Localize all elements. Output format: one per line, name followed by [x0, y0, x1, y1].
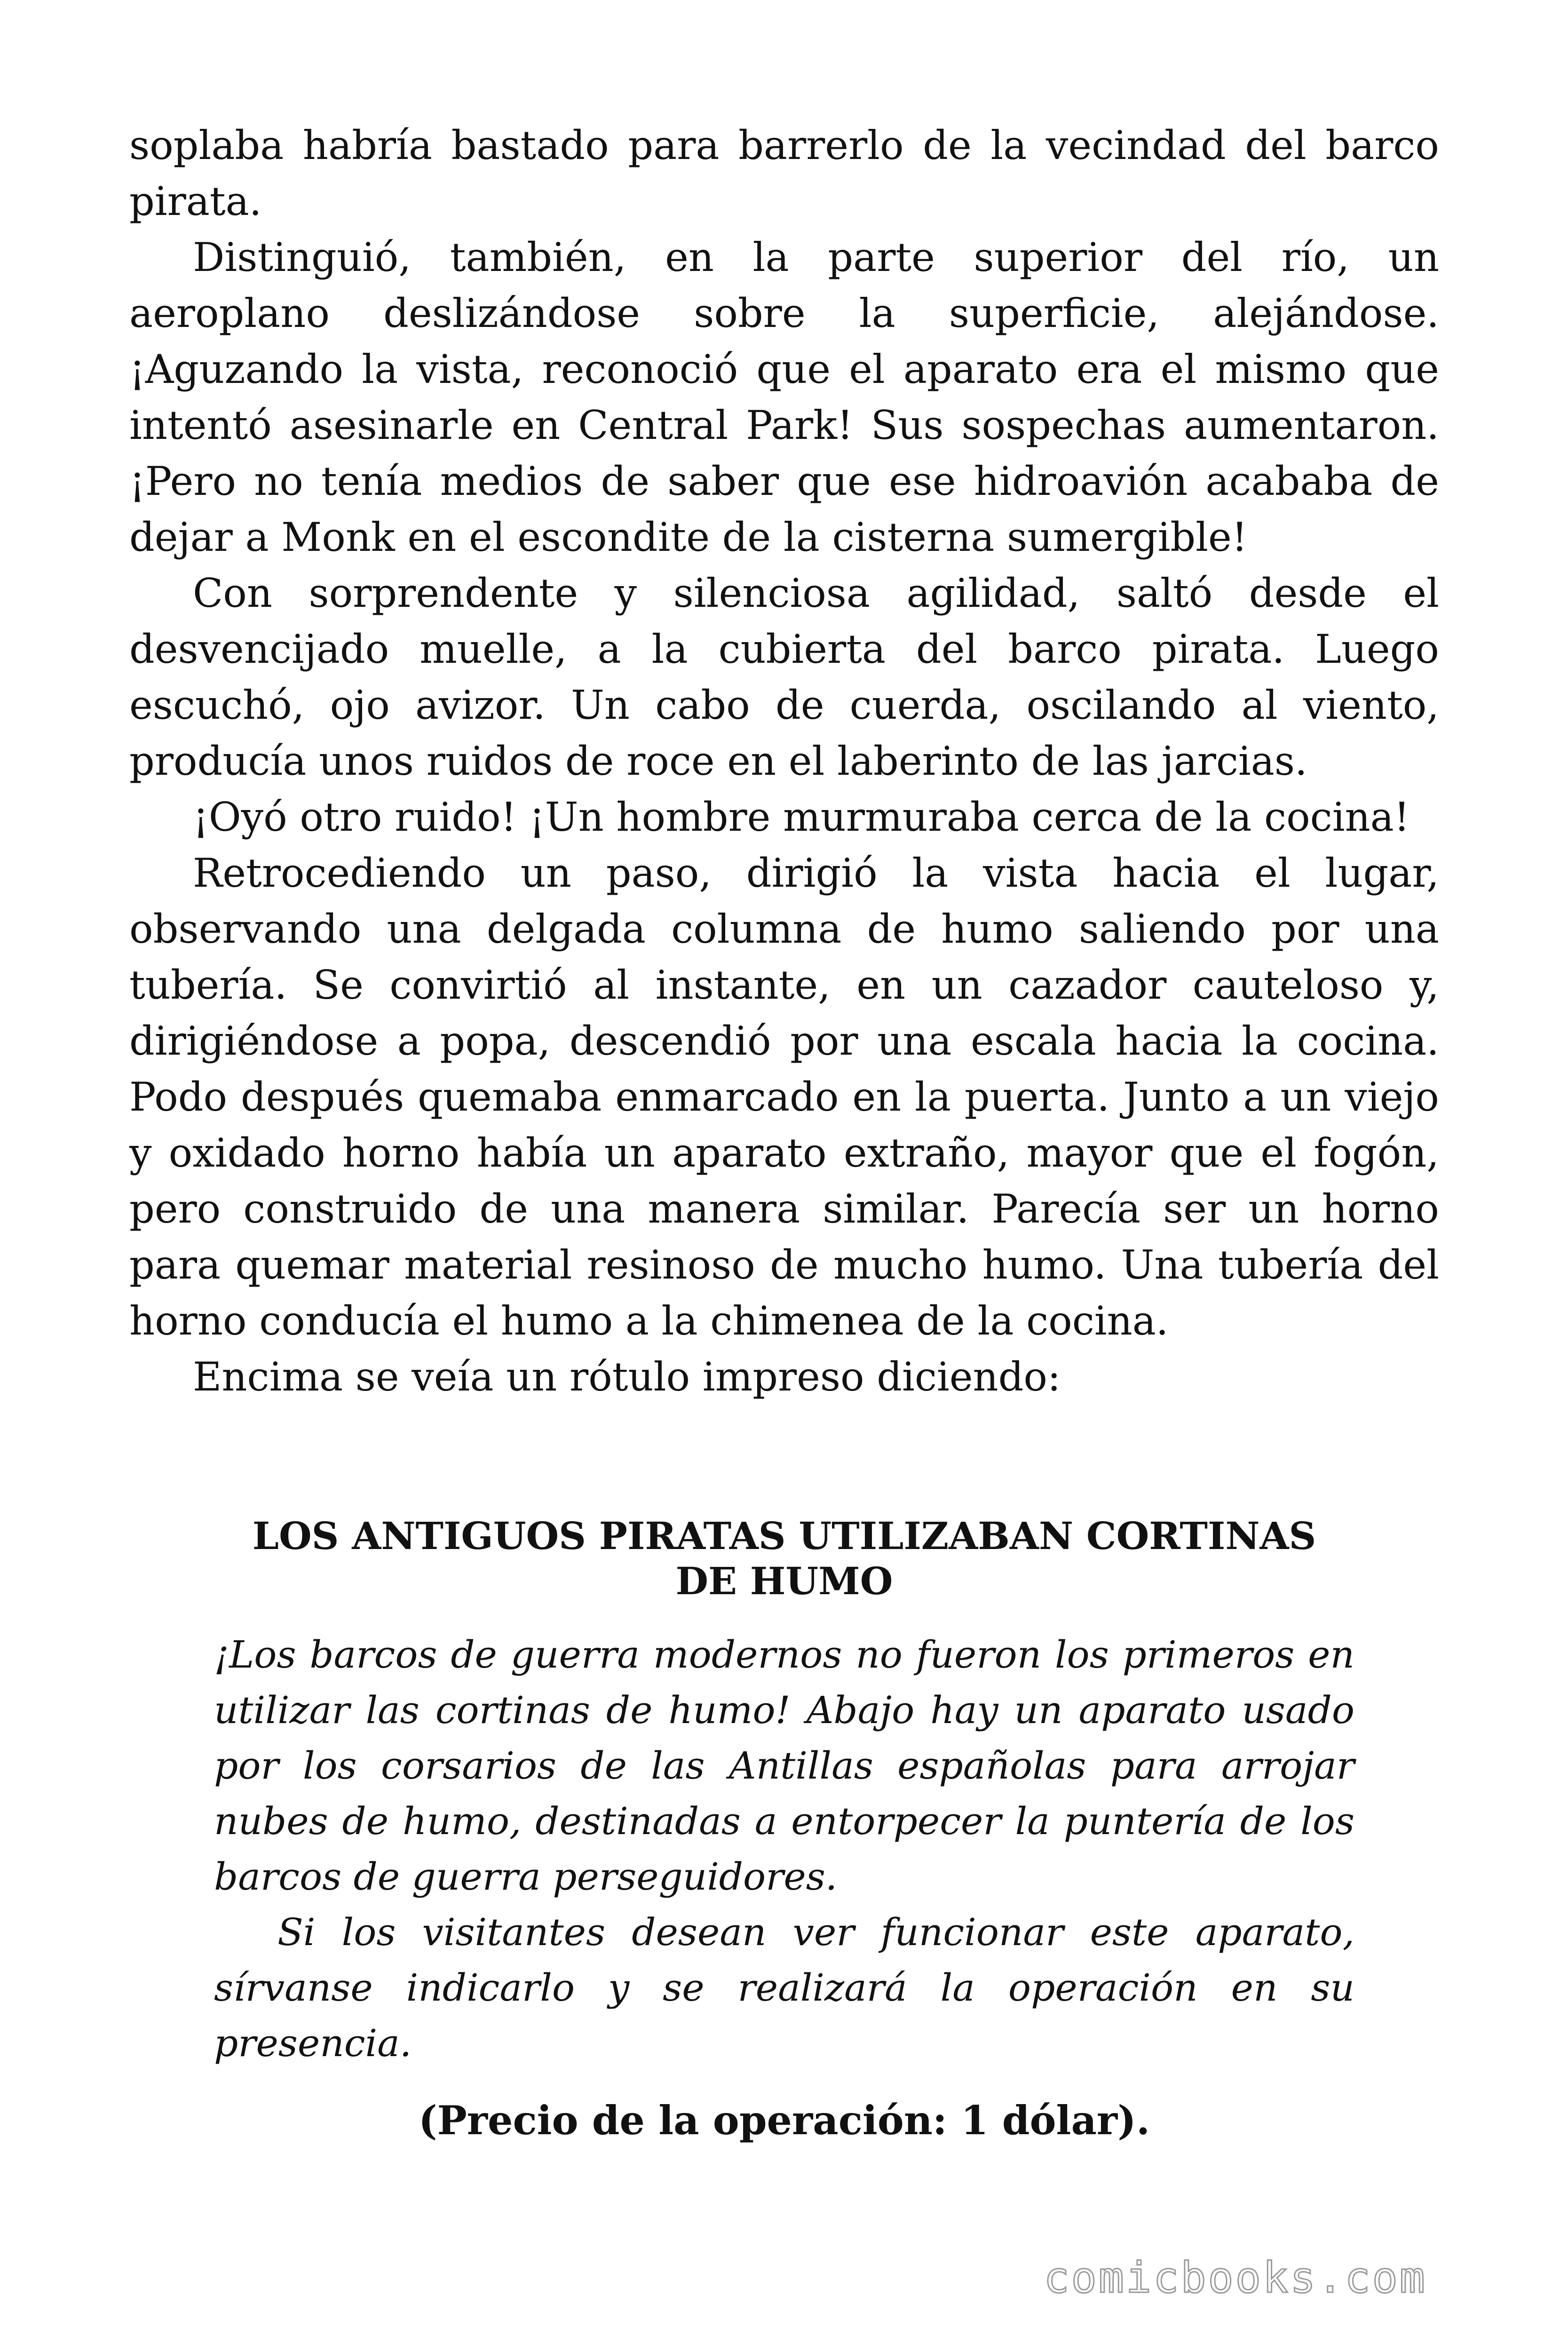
- paragraph-2: Distinguió, también, en la parte superior del río, un aeroplano deslizándose sobre la superficie, alejándose. ¡Aguzando la vista, reconoció que el aparato era el mismo que intentó asesinarle en Central Park! Sus sospechas aumentaron. ¡Pero no tenía medios de saber que ese hidroavión acababa de dejar a Monk en el escondite de la cisterna sumergible!: [129, 234, 1439, 560]
- paragraph-6: Encima se veía un rótulo impreso diciendo:: [193, 1354, 1061, 1400]
- paragraph-1: soplaba habría bastado para barrerlo de la vecindad del barco pirata.: [129, 122, 1439, 224]
- notice-paragraph-2: Si los visitantes desean ver funcionar este aparato, sírvanse indicarlo y se realizará la operación en su presencia.: [214, 1910, 1354, 2065]
- book-page: [129, 118, 1439, 2146]
- notice-paragraph-1: ¡Los barcos de guerra modernos no fueron los primeros en utilizar las cortinas de humo! Abajo hay un aparato usado por los corsarios de las Antillas españolas para arrojar nubes de humo, destinadas a entorpecer la puntería de los barcos de guerra perseguidores.: [214, 1633, 1354, 1899]
- section-spacer: [129, 1405, 1439, 1513]
- paragraph-5: Retrocediendo un paso, dirigió la vista hacia el lugar, observando una delgada columna de humo saliendo por una tubería. Se convirtió al instante, en un cazador cauteloso y, dirigiéndose a popa, descendió por una escala hacia la cocina. Podo después quemaba enmarcado en la puerta. Junto a un viejo y oxidado horno había un aparato extraño, mayor que el fogón, pero construido de una manera similar. Parecía ser un horno para quemar material resinoso de mucho humo. Una tubería del horno conducía el humo a la chimenea de la cocina.: [129, 850, 1439, 1344]
- notice-price: (Precio de la operación: 1 dólar).: [418, 2097, 1150, 2144]
- notice-title: LOS ANTIGUOS PIRATAS UTILIZABAN CORTINAS DE HUMO: [252, 1514, 1316, 1603]
- printed-notice: [129, 1513, 1439, 2146]
- paragraph-3: Con sorprendente y silenciosa agilidad, saltó desde el desvencijado muelle, a la cubierta del barco pirata. Luego escuchó, ojo avizor. Un cabo de cuerda, oscilando al viento, producía unos ruidos de roce en el laberinto de las jarcias.: [129, 570, 1439, 784]
- paragraph-4: ¡Oyó otro ruido! ¡Un hombre murmuraba cerca de la cocina!: [193, 794, 1410, 840]
- watermark: comicbooks.com: [1044, 2253, 1427, 2303]
- notice-body: [129, 1627, 1439, 2071]
